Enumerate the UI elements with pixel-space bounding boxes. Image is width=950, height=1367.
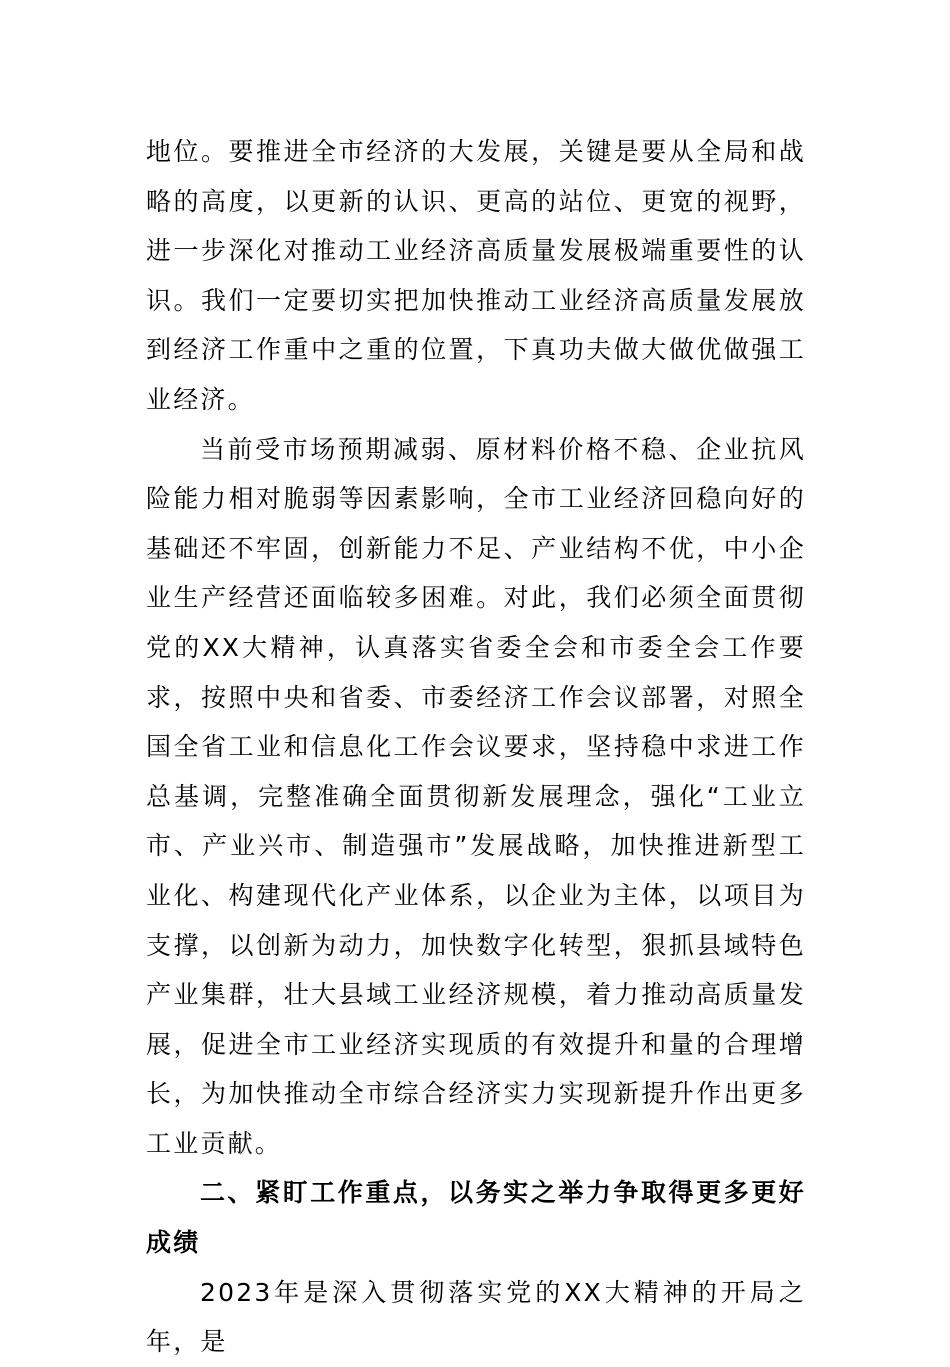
section-heading-2: 二、紧盯工作重点，以务实之举力争取得更多更好成绩 — [146, 1178, 806, 1258]
document-body — [146, 127, 806, 1367]
paragraph-intro-continued: 地位。要推进全市经济的大发展，关键是要从全局和战略的高度，以更新的认识、更高的站位、更宽的视野，进一步深化对推动工业经济高质量发展极端重要性的认识。我们一定要切实把加快推动工业经济高质量发展放到经济工作重中之重的位置，下真功夫做大做优做强工业经济。 — [146, 137, 806, 414]
paragraph-2023: 2023年是深入贯彻落实党的XX大精神的开局之年，是 — [146, 1277, 806, 1357]
paragraph-current-situation: 当前受市场预期减弱、原材料价格不稳、企业抗风险能力相对脆弱等因素影响，全市工业经济回稳向好的基础还不牢固，创新能力不足、产业结构不优，中小企业生产经营还面临较多困难。对此，我们必须全面贯彻党的XX大精神，认真落实省委全会和市委全会工作要求，按照中央和省委、市委经济工作会议部署，对照全国全省工业和信息化工作会议要求，坚持稳中求进工作总基调，完整准确全面贯彻新发展理念，强化“工业立市、产业兴市、制造强市”发展战略，加快推进新型工业化、构建现代化产业体系，以企业为主体，以项目为支撑，以创新为动力，加快数字化转型，狠抓县域特色产业集群，壮大县域工业经济规模，着力推动高质量发展，促进全市工业经济实现质的有效提升和量的合理增长，为加快推动全市综合经济实力实现新提升作出更多工业贡献。 — [146, 434, 806, 1158]
